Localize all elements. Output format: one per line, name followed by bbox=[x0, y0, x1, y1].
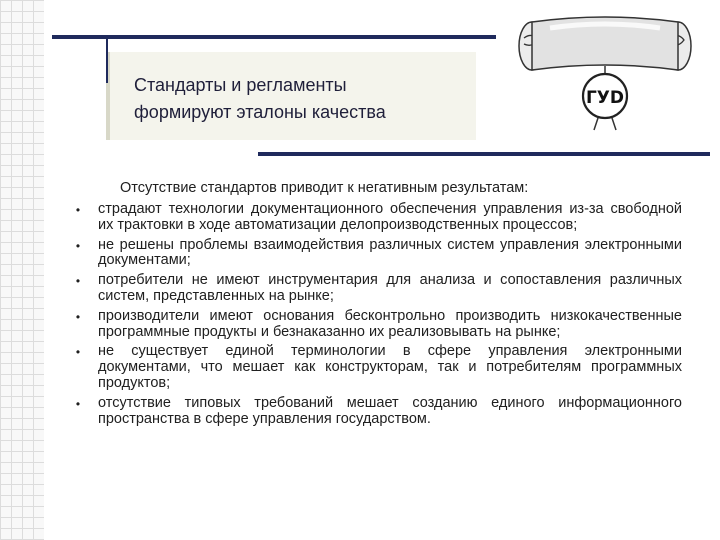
list-item-text: не существует единой терминологии в сфере управления электронными документами, что мешает как конструкторам, так и потребителям программных продуктов; bbox=[98, 343, 682, 391]
top-accent-bar-vertical bbox=[106, 35, 108, 83]
list-item bbox=[74, 396, 682, 428]
list-item bbox=[74, 309, 682, 341]
title-line-2: формируют эталоны качества bbox=[134, 102, 386, 122]
bottom-accent-bar bbox=[258, 152, 710, 156]
list-item bbox=[74, 238, 682, 270]
bullet-icon: • bbox=[75, 274, 81, 289]
slide-title bbox=[134, 72, 474, 126]
bullet-icon: • bbox=[75, 309, 81, 324]
list-item bbox=[74, 344, 682, 391]
intro-text: Отсутствие стандартов приводит к негативным результатам: bbox=[120, 180, 529, 196]
bullet-list bbox=[74, 202, 682, 431]
title-line-1: Стандарты и регламенты bbox=[134, 75, 347, 95]
list-item-text: потребители не имеют инструментария для анализа и сопоставления различных систем, представленных на рынке; bbox=[98, 272, 682, 304]
list-item bbox=[74, 202, 682, 234]
list-item-text: отсутствие типовых требований мешает созданию единого информационного пространства в сфере управления государством. bbox=[98, 394, 682, 427]
bullet-icon: • bbox=[75, 396, 81, 411]
top-accent-bar bbox=[52, 35, 496, 39]
checkered-sidebar bbox=[0, 0, 44, 540]
logo-text: ГУD bbox=[585, 88, 625, 108]
list-item bbox=[74, 273, 682, 305]
bullet-icon: • bbox=[75, 345, 81, 360]
list-item-text: страдают технологии документационного обеспечения управления из-за свободной их трактовки в ходе автоматизации делопроизводственных процессов; bbox=[98, 201, 682, 233]
bullet-icon: • bbox=[75, 238, 81, 253]
list-item-text: производители имеют основания бесконтрольно производить низкокачественные программные продукты и безнаказанно их реализовывать на рынке; bbox=[98, 307, 682, 340]
list-item-text: не решены проблемы взаимодействия различных систем управления электронными документами; bbox=[98, 236, 682, 269]
scroll-logo-icon bbox=[510, 8, 700, 136]
bullet-icon: • bbox=[75, 203, 81, 217]
